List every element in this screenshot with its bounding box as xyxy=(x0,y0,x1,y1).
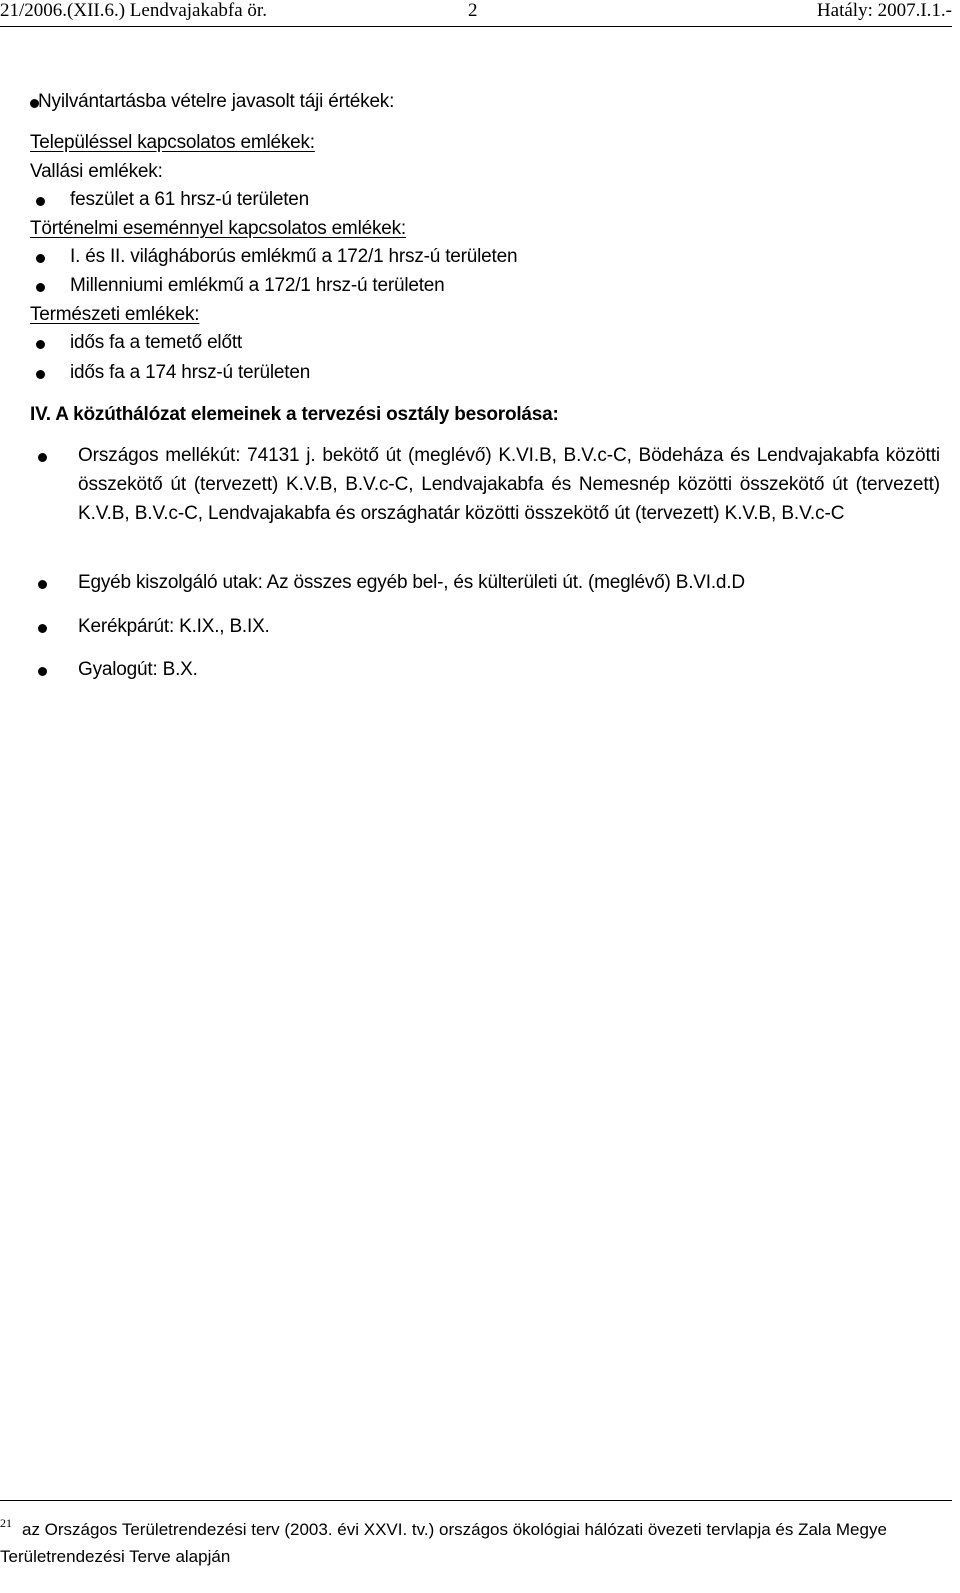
bullet-icon xyxy=(38,453,47,462)
bullet-icon xyxy=(36,254,45,263)
category-natural: Természeti emlékek: xyxy=(30,304,200,325)
bullet-icon xyxy=(36,340,45,349)
header-page-number: 2 xyxy=(468,0,478,21)
footnote-number: 21 xyxy=(0,1516,12,1530)
category-historical: Történelmi eseménnyel kapcsolatos emlékek: xyxy=(30,218,406,239)
footnote-separator xyxy=(0,1500,952,1501)
list-item: idős fa a 174 hrsz-ú területen xyxy=(70,362,311,383)
road-other: Egyéb kiszolgáló utak: Az összes egyéb bel-, és külterületi út. (meglévő) B.VI.d.D xyxy=(78,572,745,593)
bullet-icon xyxy=(36,370,45,379)
bullet-icon xyxy=(36,283,45,292)
bullet-icon xyxy=(38,667,47,676)
header-effective-date: Hatály: 2007.I.1.- xyxy=(816,0,952,21)
header-regulation-id: 21/2006.(XII.6.) Lendvajakabfa ör. xyxy=(0,0,267,21)
list-item: I. és II. világháborús emlékmű a 172/1 hrsz-ú területen xyxy=(70,246,518,267)
page-header xyxy=(0,0,952,27)
road-national: Országos mellékút: 74131 j. bekötő út (meglévő) K.VI.B, B.V.c-C, Bödeháza és Lendvajakabfa közötti összekötő út (tervezett) K.V.B, B.V.c-C, Lendvajakabfa és Nemesnép közötti összekötő út (tervezett) K.V.B, B.V.c-C, Lendvajakabfa és országhatár közötti összekötő út (tervezett) K.V.B, B.V.c-C xyxy=(78,445,940,524)
road-foot: Gyalogút: B.X. xyxy=(78,659,198,680)
list-item: feszület a 61 hrsz-ú területen xyxy=(70,189,310,210)
footnote-text: az Országos Területrendezési terv (2003. évi XXVI. tv.) országos ökológiai hálózati övezeti tervlapja és Zala Megye xyxy=(22,1520,887,1539)
list-item: Millenniumi emlékmű a 172/1 hrsz-ú területen xyxy=(70,275,445,296)
footnote xyxy=(0,1510,944,1570)
bullet-icon xyxy=(38,624,47,633)
footnote-line2: Területrendezési Terve alapján xyxy=(0,1547,231,1566)
list-item: idős fa a temető előtt xyxy=(70,332,242,353)
footnote-line1 xyxy=(0,1510,944,1543)
category-settlement: Településsel kapcsolatos emlékek: xyxy=(30,132,315,153)
bullet-icon xyxy=(36,197,45,206)
section-heading-roads: IV. A közúthálózat elemeinek a tervezési osztály besorolása: xyxy=(30,404,559,425)
category-religious: Vallási emlékek: xyxy=(30,161,163,182)
section-title: Nyilvántartásba vételre javasolt táji értékek: xyxy=(38,91,395,112)
road-bike: Kerékpárút: K.IX., B.IX. xyxy=(78,616,270,637)
bullet-icon xyxy=(38,580,47,589)
